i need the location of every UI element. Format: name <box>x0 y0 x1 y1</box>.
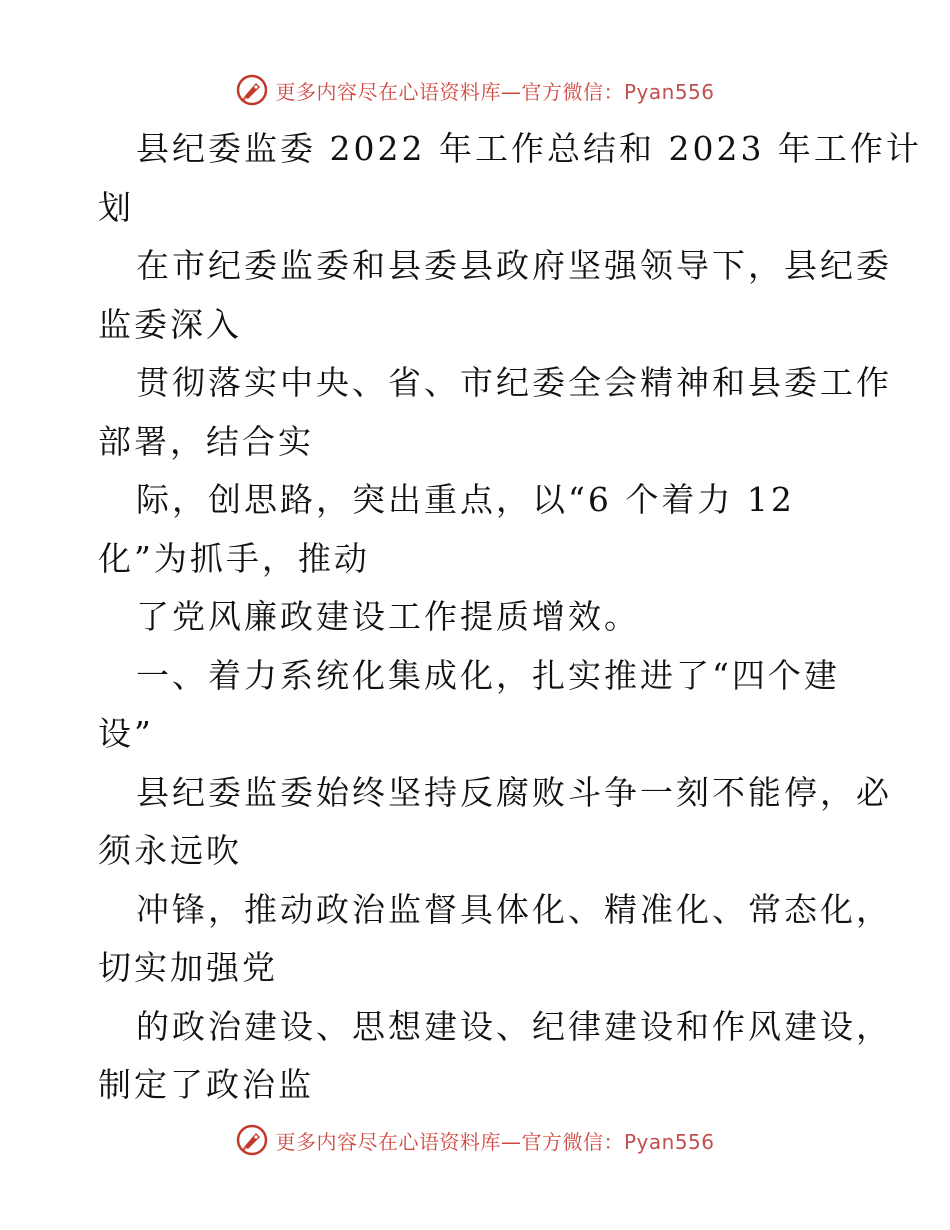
paragraph-line: 化”为抓手，推动 <box>98 538 370 578</box>
header-banner-label: 更多内容尽在心语资料库—官方微信： <box>275 79 624 104</box>
paragraph-line: 了党风廉政建设工作提质增效。 <box>136 597 640 636</box>
paragraph-line: 监委深入 <box>98 304 242 344</box>
document-body <box>98 120 922 1115</box>
paragraph-line: 须永远吹 <box>98 831 242 870</box>
header-banner-text <box>275 76 714 105</box>
document-title-line-1: 县纪委监委 2022 年工作总结和 2023 年工作计 <box>136 129 922 168</box>
paragraph-line: 贯彻落实中央、省、市纪委全会精神和县委工作 <box>136 363 892 402</box>
paragraph-line: 的政治建设、思想建设、纪律建设和作风建设， <box>136 1006 892 1046</box>
footer-banner-label: 更多内容尽在心语资料库—官方微信： <box>275 1129 624 1154</box>
paragraph-line: 际，创思路，突出重点，以“6 个着力 12 <box>136 480 795 519</box>
pen-nib-logo-icon <box>235 73 269 107</box>
header-banner <box>0 70 950 110</box>
pen-nib-logo-icon <box>235 1123 269 1157</box>
paragraph-line: 县纪委监委始终坚持反腐败斗争一刻不能停，必 <box>136 772 892 812</box>
document-title-line-2: 划 <box>98 187 134 227</box>
section-heading-line-1: 一、着力系统化集成化，扎实推进了“四个建 <box>136 655 840 695</box>
paragraph-line: 制定了政治监 <box>98 1065 314 1104</box>
header-wechat-id: Pyan556 <box>623 79 715 104</box>
footer-banner <box>0 1120 950 1160</box>
paragraph-line: 部署，结合实 <box>98 421 314 461</box>
paragraph-line: 切实加强党 <box>98 948 278 987</box>
footer-wechat-id: Pyan556 <box>623 1129 715 1154</box>
paragraph-line: 在市纪委监委和县委县政府坚强领导下，县纪委 <box>136 246 892 285</box>
paragraph-line: 冲锋，推动政治监督具体化、精准化、常态化， <box>136 889 892 929</box>
section-heading-line-2: 设” <box>98 714 154 753</box>
footer-banner-text <box>275 1126 714 1155</box>
